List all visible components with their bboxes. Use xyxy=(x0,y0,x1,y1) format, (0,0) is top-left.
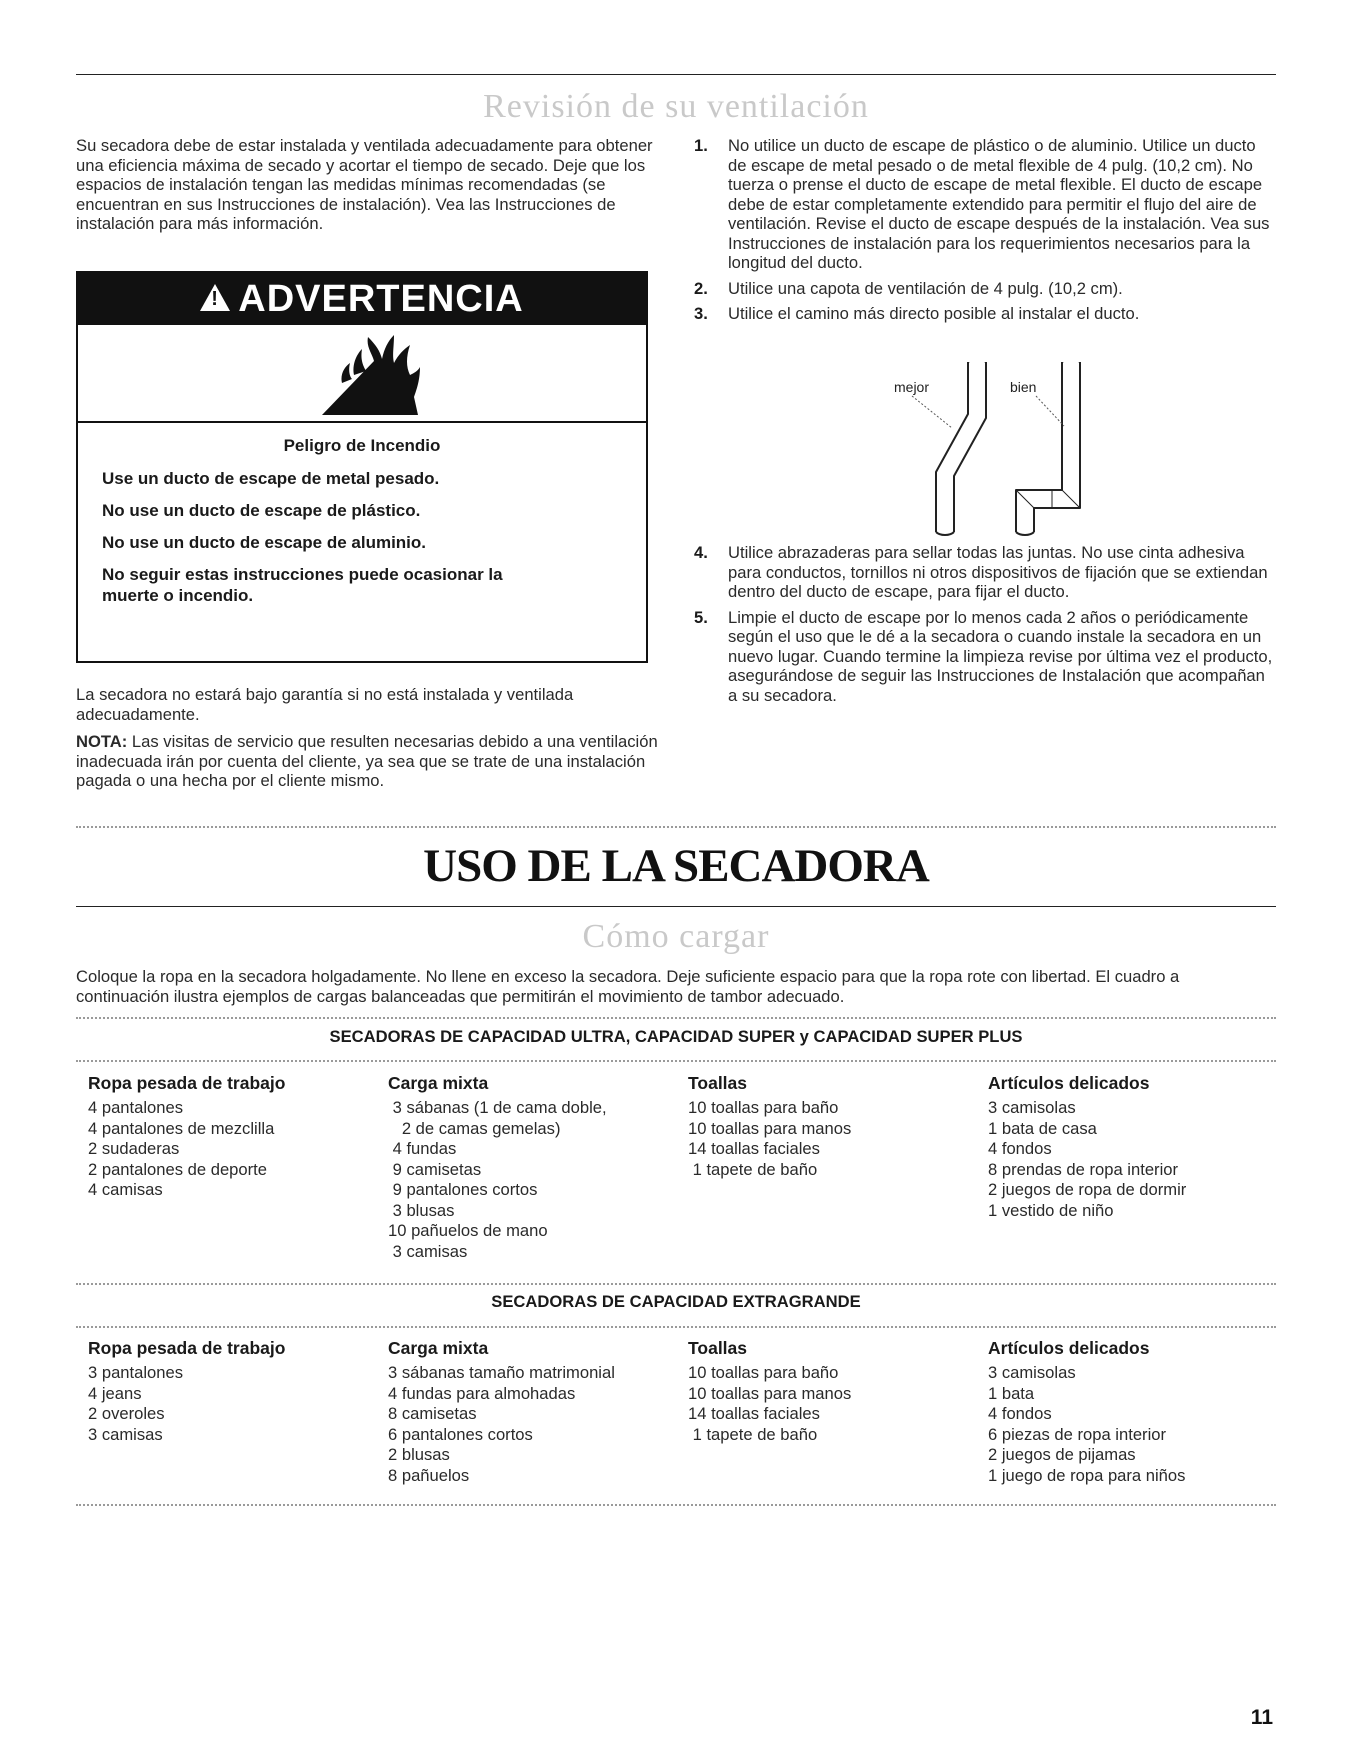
step-number: 2. xyxy=(694,278,708,298)
list-item: 4 fundas para almohadas xyxy=(388,1383,576,1403)
table-divider xyxy=(76,1017,1276,1019)
list-item: 3 camisas xyxy=(388,1241,468,1261)
list-item: 3 camisolas xyxy=(988,1363,1076,1382)
step-item xyxy=(694,304,1274,324)
list-item: 3 camisolas xyxy=(988,1098,1076,1117)
load-column-towels xyxy=(688,1337,978,1445)
warning-line: Use un ducto de escape de metal pesado. xyxy=(102,469,440,488)
list-item: 4 fondos xyxy=(988,1139,1052,1158)
warning-header xyxy=(78,273,646,325)
step-number: 1. xyxy=(694,136,708,155)
list-item: 10 toallas para baño xyxy=(688,1098,839,1117)
section-divider xyxy=(76,826,1276,828)
vent-steps-list-continued xyxy=(694,543,1274,711)
diagram-label-best: mejor xyxy=(894,379,930,395)
vent-section-title: Revisión de su ventilación xyxy=(483,88,869,125)
page-number: 11 xyxy=(1250,1706,1273,1729)
top-rule xyxy=(76,74,1276,75)
title-rule xyxy=(76,906,1276,907)
column-heading: Toallas xyxy=(688,1338,748,1358)
warning-line: No use un ducto de escape de aluminio. xyxy=(102,533,427,552)
vent-steps-list xyxy=(694,136,1274,330)
list-item: 4 pantalones xyxy=(88,1098,184,1117)
step-text: Utilice una capota de ventilación de 4 pulg. (10,2 cm). xyxy=(728,278,1123,298)
duct-routing-diagram xyxy=(840,362,1100,540)
list-item: 6 piezas de ropa interior xyxy=(988,1424,1167,1444)
warning-line: No use un ducto de escape de plástico. xyxy=(102,501,421,520)
list-item: 6 pantalones cortos xyxy=(388,1424,533,1444)
table-divider xyxy=(76,1504,1276,1506)
loading-intro-paragraph: Coloque la ropa en la secadora holgadamente. No llene en exceso la secadora. Deje suficiente espacio para que la ropa rote con libertad. El cuadro a continuación ilustra ejemplos de cargas balanceadas que permitirán el movimiento de tambor adecuado. xyxy=(76,967,1180,1006)
step-number: 4. xyxy=(694,543,708,562)
list-item: 9 camisetas xyxy=(388,1159,482,1179)
warranty-notes xyxy=(76,685,666,799)
warranty-note: La secadora no estará bajo garantía si no está instalada y ventilada adecuadamente. xyxy=(76,685,574,724)
load-column-delicates xyxy=(988,1072,1278,1221)
list-item: 9 pantalones cortos xyxy=(388,1180,538,1199)
list-item: 3 sábanas tamaño matrimonial xyxy=(388,1363,615,1382)
list-item: 2 blusas xyxy=(388,1445,450,1464)
list-item: 2 juegos de ropa de dormir xyxy=(988,1180,1187,1199)
loading-title: Cómo cargar xyxy=(582,918,770,955)
diagram-label-good: bien xyxy=(1010,379,1037,395)
nota-paragraph xyxy=(76,732,666,791)
column-heading: Artículos delicados xyxy=(988,1338,1150,1358)
load-column-heavy-work xyxy=(88,1072,378,1201)
column-heading: Toallas xyxy=(688,1073,748,1093)
fire-pictogram-area xyxy=(78,325,646,423)
table-title-ultra: SECADORAS DE CAPACIDAD ULTRA, CAPACIDAD SUPER y CAPACIDAD SUPER PLUS xyxy=(329,1027,1023,1046)
list-item: 4 pantalones de mezclilla xyxy=(88,1118,275,1138)
list-item: 10 toallas para manos xyxy=(688,1118,852,1138)
list-item: 8 prendas de ropa interior xyxy=(988,1159,1179,1179)
dryer-use-title: USO DE LA SECADORA xyxy=(423,840,929,892)
list-item: 3 sábanas (1 de cama doble, xyxy=(388,1098,607,1117)
warning-triangle-icon: ! xyxy=(200,284,230,311)
list-item: 3 pantalones xyxy=(88,1363,184,1382)
list-item: 1 juego de ropa para niños xyxy=(988,1465,1186,1485)
list-item: 2 sudaderas xyxy=(88,1139,180,1158)
list-item: 1 tapete de baño xyxy=(688,1159,818,1179)
nota-text: Las visitas de servicio que resulten necesarias debido a una ventilación inadecuada irán por cuenta del cliente, ya sea que se trate de una instalación pagada o una hecha por el cliente mismo. xyxy=(76,732,658,790)
step-text: Limpie el ducto de escape por lo menos cada 2 años o periódicamente según el uso que le dé a la secadora o cuando instale la secadora en un nuevo lugar. Cuando termine la limpieza revise por última vez el producto, asegurándose de seguir las Instrucciones de Instalación que acompañan a su secadora. xyxy=(728,607,1273,705)
step-item xyxy=(694,543,1274,602)
nota-label: NOTA: xyxy=(76,732,128,751)
warning-line: No seguir estas instrucciones puede ocasionar la muerte o incendio. xyxy=(102,565,503,605)
table-divider xyxy=(76,1326,1276,1328)
list-item: 10 toallas para manos xyxy=(688,1383,852,1403)
list-item: 1 bata de casa xyxy=(988,1118,1097,1138)
list-item: 4 camisas xyxy=(88,1180,163,1199)
list-item: 2 pantalones de deporte xyxy=(88,1159,267,1179)
list-item: 10 pañuelos de mano xyxy=(388,1221,548,1240)
vent-intro-paragraph: Su secadora debe de estar instalada y ventilada adecuadamente para obtener una eficiencia máxima de secado y acortar el tiempo de secado. Deje que los espacios de instalación tengan las medidas mínimas recomendadas (se encuentran en sus Instrucciones de instalación). Vea las Instrucciones de instalación para más información. xyxy=(76,136,653,233)
list-item: 3 blusas xyxy=(388,1200,455,1220)
list-item: 4 fundas xyxy=(388,1139,457,1158)
load-column-mixed xyxy=(388,1337,678,1486)
warning-body xyxy=(78,423,646,606)
list-item: 4 fondos xyxy=(988,1404,1052,1423)
load-column-towels xyxy=(688,1072,978,1180)
step-item xyxy=(694,608,1274,706)
list-item: 14 toallas faciales xyxy=(688,1404,820,1423)
list-item: 2 overoles xyxy=(88,1404,165,1423)
column-heading: Ropa pesada de trabajo xyxy=(88,1073,286,1093)
step-number: 3. xyxy=(694,304,708,323)
column-heading: Carga mixta xyxy=(388,1073,489,1093)
warning-header-text: ADVERTENCIA xyxy=(238,277,524,320)
fire-hazard-icon xyxy=(314,331,424,417)
warning-box xyxy=(76,271,648,663)
list-item: 2 juegos de pijamas xyxy=(988,1445,1136,1464)
table-divider xyxy=(76,1060,1276,1062)
load-column-heavy-work xyxy=(88,1337,378,1445)
step-item xyxy=(694,136,1274,273)
step-item xyxy=(694,279,1274,299)
load-column-mixed xyxy=(388,1072,678,1262)
list-item: 4 jeans xyxy=(88,1383,142,1403)
column-heading: Artículos delicados xyxy=(988,1073,1150,1093)
list-item: 1 vestido de niño xyxy=(988,1200,1114,1220)
load-column-delicates xyxy=(988,1337,1278,1486)
list-item: 2 de camas gemelas) xyxy=(388,1118,561,1138)
list-item: 1 bata xyxy=(988,1383,1035,1403)
step-text: Utilice el camino más directo posible al instalar el ducto. xyxy=(728,304,1140,323)
list-item: 14 toallas faciales xyxy=(688,1139,820,1158)
table-divider xyxy=(76,1283,1276,1285)
column-heading: Ropa pesada de trabajo xyxy=(88,1338,286,1358)
list-item: 3 camisas xyxy=(88,1424,163,1444)
list-item: 1 tapete de baño xyxy=(688,1424,818,1444)
list-item: 10 toallas para baño xyxy=(688,1363,839,1382)
step-text: Utilice abrazaderas para sellar todas las juntas. No use cinta adhesiva para conductos, tornillos ni otros dispositivos de fijación que se extiendan dentro del ducto de escape, para fijar el ducto. xyxy=(728,543,1268,601)
table-title-extra-large: SECADORAS DE CAPACIDAD EXTRAGRANDE xyxy=(491,1292,861,1311)
warning-title: Peligro de Incendio xyxy=(283,436,441,455)
list-item: 8 pañuelos xyxy=(388,1465,470,1485)
step-number: 5. xyxy=(694,607,708,627)
list-item: 8 camisetas xyxy=(388,1404,477,1423)
step-text: No utilice un ducto de escape de plástico o de aluminio. Utilice un ducto de escape de metal pesado o de metal flexible de 4 pulg. (10,2 cm). No tuerza o prense el ducto de escape de metal flexible. El ducto de escape debe de estar completamente extendido para permitir el flujo del aire de ventilación. Revise el ducto de escape después de la instalación. Vea sus Instrucciones de instalación para los requerimientos necesarios para la longitud del ducto. xyxy=(728,136,1270,272)
column-heading: Carga mixta xyxy=(388,1338,489,1358)
